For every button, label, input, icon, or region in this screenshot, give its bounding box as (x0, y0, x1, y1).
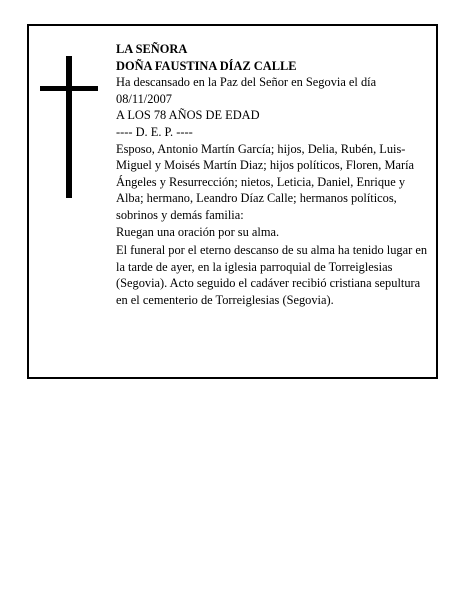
cross-icon (40, 56, 98, 198)
age-line: A LOS 78 AÑOS DE EDAD (116, 108, 260, 123)
cross-vertical-bar (66, 56, 72, 198)
prayer-request: Ruegan una oración por su alma. (116, 224, 280, 239)
funeral-info: El funeral por el eterno descanso de su alma ha tenido lugar en la tarde de ayer, en la iglesia parroquial de Torreiglesias (Segovia). Acto seguido el cadáver recibió cristiana sepultura en el cementerio de Torreiglesias (Segovia). (116, 243, 428, 307)
obituary-notice (27, 24, 438, 379)
family-list: Esposo, Antonio Martín García; hijos, Delia, Rubén, Luis-Miguel y Moisés Martín Diaz; hijos políticos, Floren, María Ángeles y Resurrección; nietos, Leticia, Daniel, Enrique y Alba; hermano, Leandro Díaz Calle; hermanos políticos, sobrinos y demás familia: (116, 141, 415, 222)
obituary-text (116, 41, 432, 309)
cross-horizontal-bar (40, 86, 98, 91)
death-notice: Ha descansado en la Paz del Señor en Segovia el día 08/11/2007 (116, 75, 377, 106)
deceased-name: DOÑA FAUSTINA DÍAZ CALLE (116, 58, 297, 73)
obituary-title: LA SEÑORA (116, 42, 188, 56)
rip-line: ---- D. E. P. ---- (116, 124, 193, 139)
